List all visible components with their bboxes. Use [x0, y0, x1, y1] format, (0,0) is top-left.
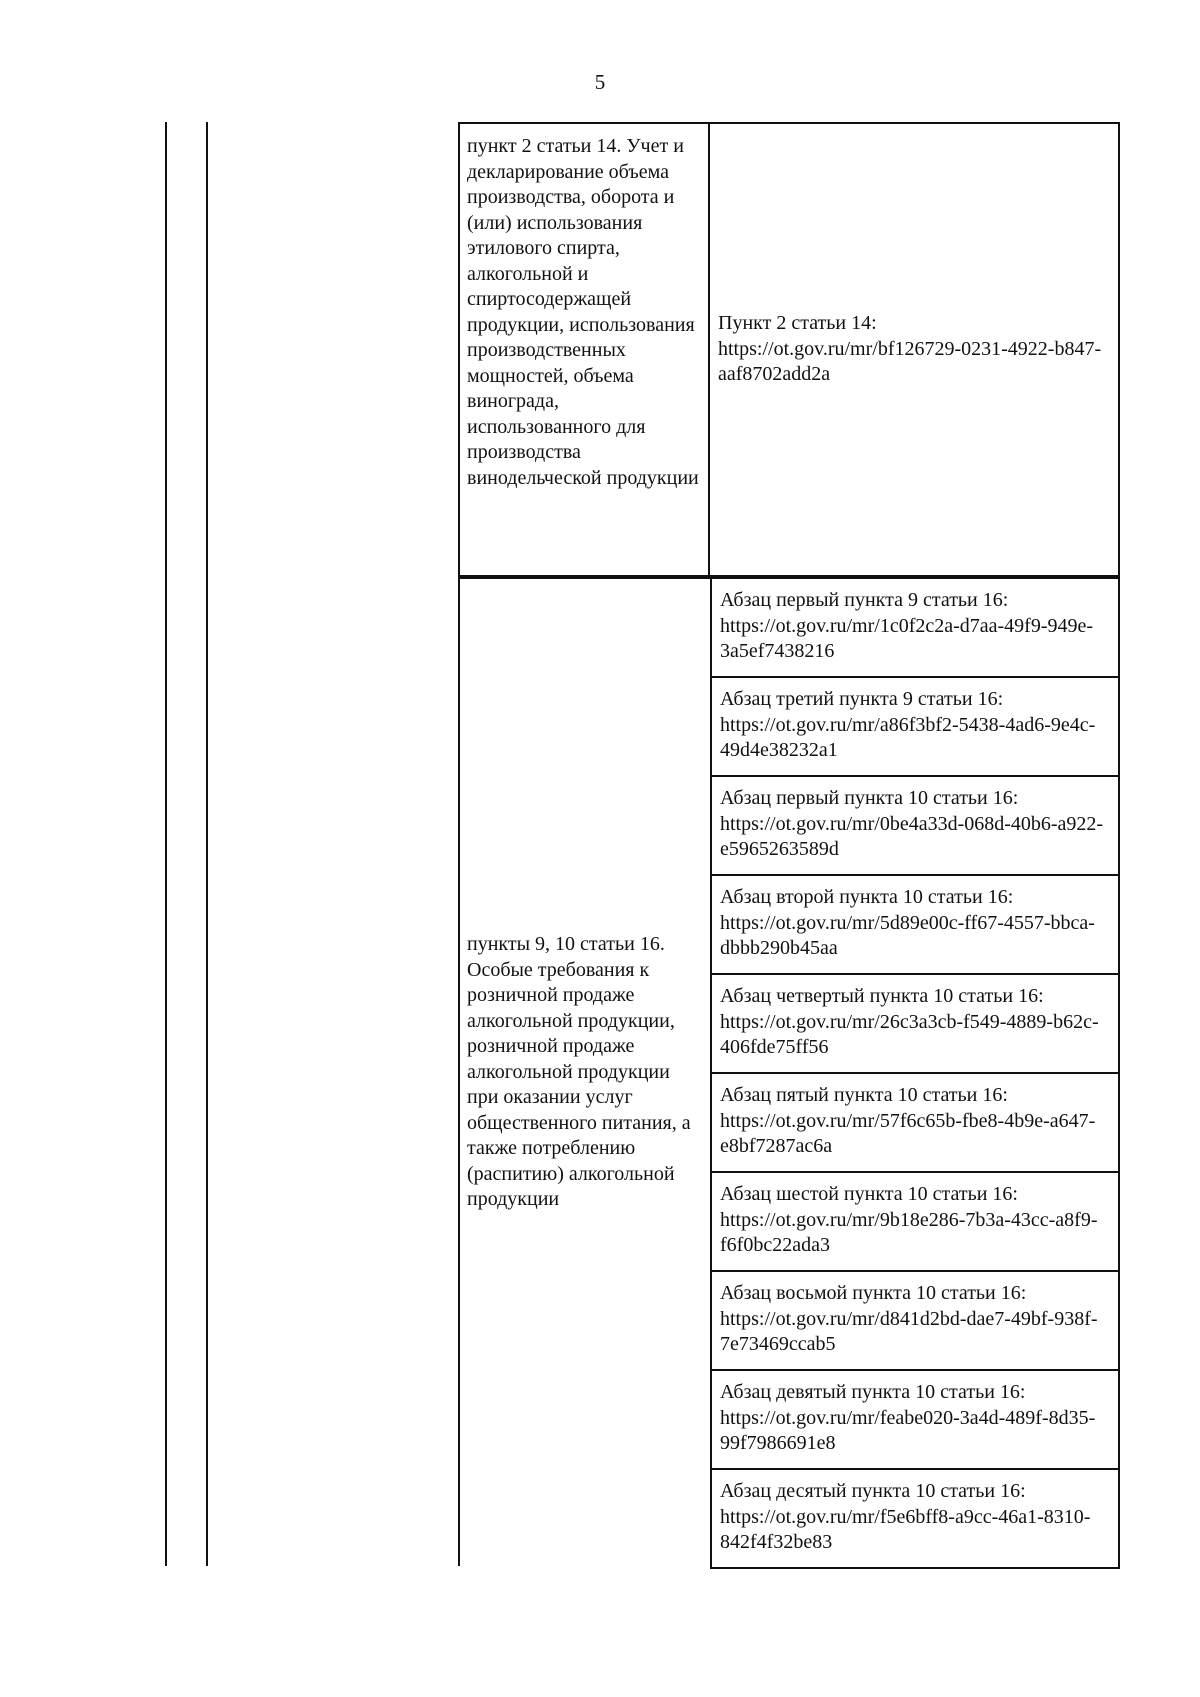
- link-url[interactable]: https://ot.gov.ru/mr/9b18e286-7b3a-43cc-a8f9-f6f0bc22ada3: [720, 1208, 1098, 1256]
- page-number: 5: [594, 70, 606, 94]
- link-url[interactable]: https://ot.gov.ru/mr/bf126729-0231-4922-b847-aaf8702add2a: [718, 337, 1102, 386]
- link-label: Пункт 2 статьи 14:: [718, 312, 877, 335]
- link-label: Абзац первый пункта 9 статьи 16:: [720, 589, 1009, 611]
- link-label: Абзац восьмой пункта 10 статьи 16:: [720, 1282, 1027, 1304]
- link-url[interactable]: https://ot.gov.ru/mr/d841d2bd-dae7-49bf-938f-7e73469ccab5: [720, 1307, 1098, 1355]
- requirement-text: пункты 9, 10 статьи 16. Особые требования к розничной продаже алкогольной продукции, розничной продаже алкогольной продукции при оказании услуг общественного питания, а также потреблению (распитию) алкогольной продукции: [467, 933, 691, 1211]
- link-label: Абзац второй пункта 10 статьи 16:: [720, 886, 1014, 908]
- table-border-line: [165, 122, 167, 1566]
- link-label: Абзац девятый пункта 10 статьи 16:: [720, 1381, 1026, 1403]
- link-label: Абзац шестой пункта 10 статьи 16:: [720, 1183, 1018, 1205]
- link-cell: [710, 1270, 1120, 1371]
- link-url[interactable]: https://ot.gov.ru/mr/1c0f2c2a-d7aa-49f9-949e-3a5ef7438216: [720, 614, 1094, 662]
- link-label: Абзац десятый пункта 10 статьи 16:: [720, 1480, 1026, 1502]
- link-url[interactable]: https://ot.gov.ru/mr/26c3a3cb-f549-4889-b62c-406fde75ff56: [720, 1010, 1099, 1058]
- link-url[interactable]: https://ot.gov.ru/mr/a86f3bf2-5438-4ad6-9e4c-49d4e38232a1: [720, 713, 1096, 761]
- requirement-text: пункт 2 статьи 14. Учет и декларирование объема производства, оборота и (или) использования этилового спирта, алкогольной и спиртосодержащей продукции, использования производственных мощностей, объема винограда, использованного для производства винодельческой продукции: [467, 135, 699, 489]
- link-cell: [710, 874, 1120, 975]
- link-cell: [710, 676, 1120, 777]
- link-cell: [710, 775, 1120, 876]
- link-url[interactable]: https://ot.gov.ru/mr/feabe020-3a4d-489f-8d35-99f7986691e8: [720, 1406, 1096, 1454]
- link-label: Абзац третий пункта 9 статьи 16:: [720, 688, 1004, 710]
- link-url[interactable]: https://ot.gov.ru/mr/57f6c65b-fbe8-4b9e-a647-e8bf7287ac6a: [720, 1109, 1096, 1157]
- link-url[interactable]: https://ot.gov.ru/mr/0be4a33d-068d-40b6-a922-e5965263589d: [720, 812, 1104, 860]
- link-label: Абзац пятый пункта 10 статьи 16:: [720, 1084, 1008, 1106]
- link-url[interactable]: https://ot.gov.ru/mr/f5e6bff8-a9cc-46a1-8310-842f4f32be83: [720, 1505, 1091, 1553]
- link-cell: [710, 1468, 1120, 1569]
- link-url[interactable]: https://ot.gov.ru/mr/5d89e00c-ff67-4557-bbca-dbbb290b45aa: [720, 911, 1095, 959]
- link-cell: [710, 577, 1120, 678]
- link-cell: [710, 973, 1120, 1074]
- link-label: Абзац первый пункта 10 статьи 16:: [720, 787, 1019, 809]
- requirement-cell: [458, 577, 710, 1566]
- link-label: Абзац четвертый пункта 10 статьи 16:: [720, 985, 1044, 1007]
- link-cell: [710, 1369, 1120, 1470]
- link-cell: [710, 1072, 1120, 1173]
- link-cell: [710, 1171, 1120, 1272]
- table-column-line: [206, 122, 208, 1566]
- link-cell: [710, 122, 1120, 577]
- requirement-cell: [458, 122, 710, 577]
